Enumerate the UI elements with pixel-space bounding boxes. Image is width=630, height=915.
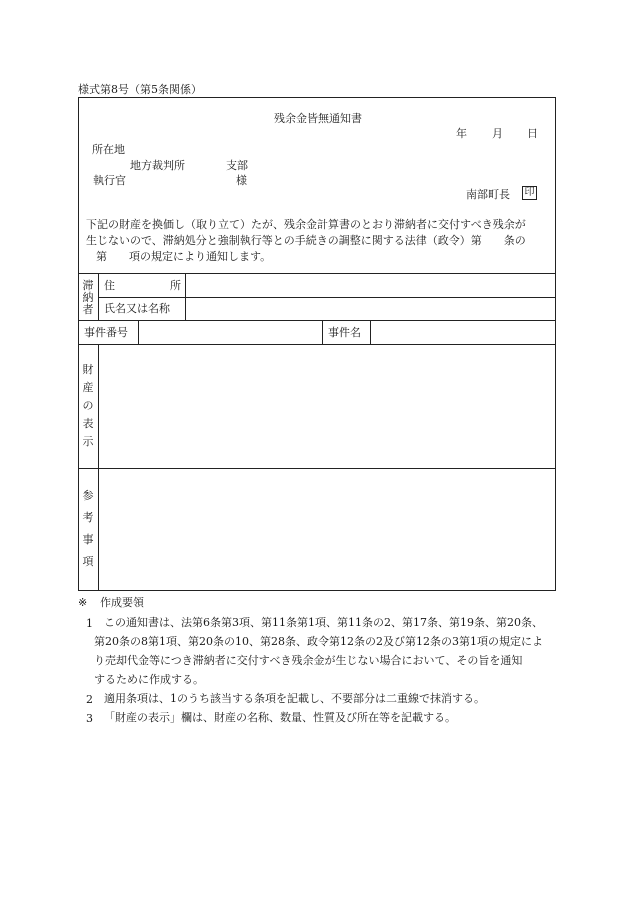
note-1-line-3: り売却代金等につき滞納者に交付すべき残余金が生じない場合において、その旨を通知 [94,654,523,667]
col-divider [98,344,99,591]
case-name-label: 事件名 [328,326,361,339]
note-3-number: 3 [86,712,93,725]
branch-label: 支部 [226,159,248,172]
note-2-text: 適用条項は、1のうち該当する条項を記載し、不要部分は二重線で抹消する。 [104,692,485,705]
col-divider [185,273,186,320]
sender-name: 南部町長 [466,188,510,201]
delinquent-label: 滞 納 者 [82,279,94,316]
note-1-line-1: この通知書は、法第6条第3項、第11条第1項、第11条の2、第17条、第19条、第20条、 [104,616,543,629]
notes-mark: ※ [78,596,88,609]
col-divider [98,273,99,320]
document-title: 残余金皆無通知書 [274,112,362,125]
seal-mark: 印 [522,186,537,200]
name-field-label: 氏名又は名称 [104,302,170,315]
date-month: 月 [492,127,503,140]
property-label: 財 産 の 表 示 [82,363,94,448]
note-2-number: 2 [86,693,93,706]
reference-label: 参 考 事 項 [82,489,94,568]
col-divider [370,320,371,344]
address-field-label-2: 所 [170,279,181,292]
form-label: 様式第8号（第5条関係） [78,83,202,96]
row-divider [78,468,556,469]
body-line-1: 下記の財産を換価し（取り立て）たが、残余金計算書のとおり滞納者に交付すべき残余が [86,218,526,231]
address-field-label-1: 住 [104,279,115,292]
date-year: 年 [456,127,467,140]
notes-header: 作成要領 [100,596,144,609]
honorific-label: 様 [236,174,247,187]
case-number-label: 事件番号 [84,326,128,339]
note-1-number: 1 [86,617,93,630]
body-line-3: 第 項の規定により通知します。 [96,250,272,263]
note-1-line-4: するために作成する。 [94,673,204,686]
address-label: 所在地 [92,143,125,156]
date-day: 日 [527,127,538,140]
body-line-2: 生じないので、滞納処分と強制執行等との手続きの調整に関する法律（政令）第 条の [86,234,526,247]
row-divider [78,344,556,345]
note-1-line-2: 第20条の8第1項、第20条の10、第28条、政令第12条の2及び第12条の3第1項の規定によ [94,635,543,648]
row-divider [98,297,556,298]
court-label: 地方裁判所 [130,159,185,172]
row-divider [78,273,556,274]
col-divider [138,320,139,344]
col-divider [322,320,323,344]
row-divider [78,320,556,321]
officer-label: 執行官 [93,174,126,187]
note-3-text: 「財産の表示」欄は、財産の名称、数量、性質及び所在等を記載する。 [104,711,456,724]
